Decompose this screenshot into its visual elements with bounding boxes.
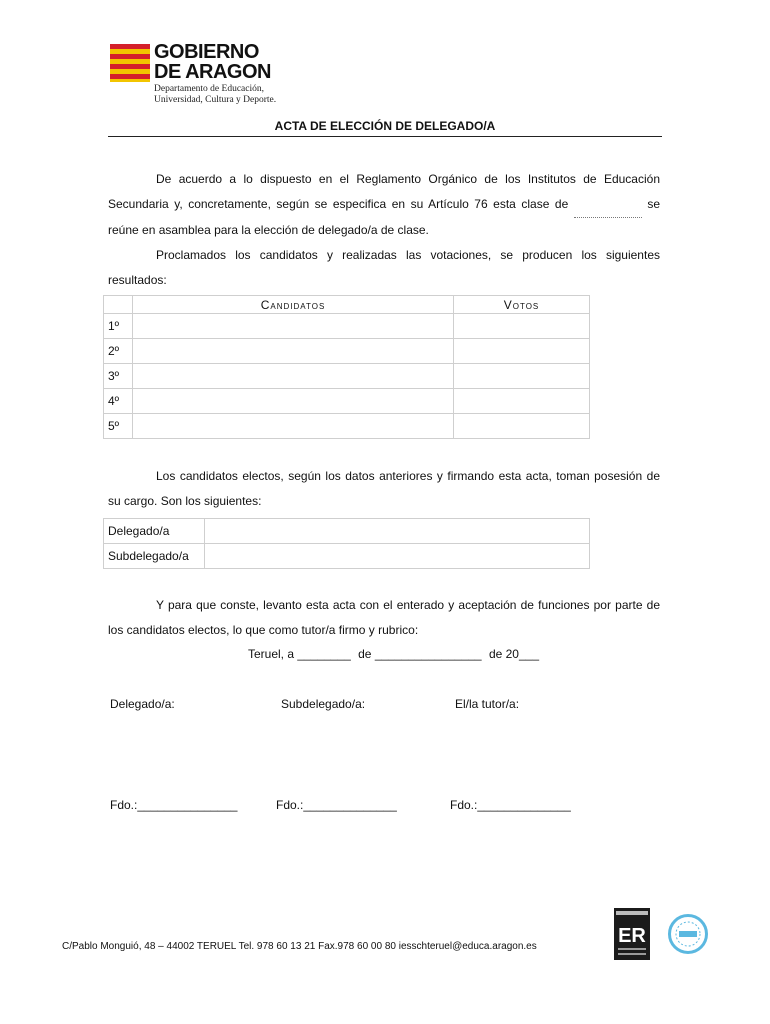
elected-table xyxy=(103,518,590,569)
candidate-cell[interactable] xyxy=(133,314,454,339)
month-blank[interactable]: ________________ xyxy=(374,647,482,661)
delegado-name-cell[interactable] xyxy=(205,519,590,544)
votes-cell[interactable] xyxy=(454,389,590,414)
date-city: Teruel, a xyxy=(248,647,295,661)
row-number-header xyxy=(104,296,133,314)
candidate-cell[interactable] xyxy=(133,414,454,439)
delegado-fdo-line[interactable]: Fdo.:_______________ xyxy=(110,798,238,812)
votos-header: Votos xyxy=(454,296,590,314)
aenor-er-certification-icon xyxy=(614,908,650,960)
row-number: 4º xyxy=(104,389,133,414)
delegado-label: Delegado/a xyxy=(104,519,205,544)
subdelegado-fdo-line[interactable]: Fdo.:______________ xyxy=(276,798,397,812)
intro-text: De acuerdo a lo dispuesto en el Reglamento Orgánico de los Institutos de Educación Secundaria y, concretamente, según se especifica en su Artículo 76 esta clase de xyxy=(108,172,660,211)
intro-text-end: se reúne en asamblea para la elección de delegado/a de clase. xyxy=(108,197,660,237)
department-name: Departamento de Educación, Universidad, Cultura y Deporte. xyxy=(154,84,277,105)
delegado-signature-label: Delegado/a: xyxy=(110,697,175,711)
intro-paragraph xyxy=(108,167,660,243)
results-paragraph: Proclamados los candidatos y realizadas las votaciones, se producen los siguientes resultados: xyxy=(108,248,660,287)
iqnet-certification-icon xyxy=(668,914,708,954)
year-blank[interactable]: de 20___ xyxy=(488,647,539,661)
row-number: 5º xyxy=(104,414,133,439)
aragon-flag-icon xyxy=(110,44,150,82)
subdelegado-name-cell[interactable] xyxy=(205,544,590,569)
row-number: 1º xyxy=(104,314,133,339)
votes-cell[interactable] xyxy=(454,364,590,389)
closing-paragraph: Y para que conste, levanto esta acta con el enterado y aceptación de funciones por parte de los candidatos electos, lo que como tutor/a firmo y rubrico: xyxy=(108,598,660,637)
candidate-cell[interactable] xyxy=(133,339,454,364)
footer-address: C/Pablo Monguió, 48 – 44002 TERUEL Tel. 978 60 13 21 Fax.978 60 00 80 iesschteruel@educa.aragon.es xyxy=(62,941,537,952)
logo-wordmark: GOBIERNO DE ARAGON xyxy=(154,41,271,83)
row-number: 2º xyxy=(104,339,133,364)
elected-paragraph: Los candidatos electos, según los datos anteriores y firmando esta acta, toman posesión de su cargo. Son los siguientes: xyxy=(108,469,660,508)
tutor-signature-label: El/la tutor/a: xyxy=(455,697,520,711)
date-line xyxy=(248,647,539,661)
candidate-cell[interactable] xyxy=(133,364,454,389)
votes-cell[interactable] xyxy=(454,314,590,339)
row-number: 3º xyxy=(104,364,133,389)
votes-cell[interactable] xyxy=(454,339,590,364)
candidate-cell[interactable] xyxy=(133,389,454,414)
title-underline xyxy=(108,136,662,137)
subdelegado-label: Subdelegado/a xyxy=(104,544,205,569)
results-table xyxy=(103,295,590,439)
gobierno-aragon-logo xyxy=(110,42,310,104)
tutor-fdo-line[interactable]: Fdo.:______________ xyxy=(450,798,571,812)
class-name-blank[interactable] xyxy=(574,192,642,218)
svg-text:ER: ER xyxy=(618,925,646,947)
date-de: de xyxy=(358,647,372,661)
document-title: ACTA DE ELECCIÓN DE DELEGADO/A xyxy=(274,119,496,133)
day-blank[interactable]: ________ xyxy=(297,647,351,661)
votes-cell[interactable] xyxy=(454,414,590,439)
subdelegado-signature-label: Subdelegado/a: xyxy=(281,697,366,711)
candidatos-header: Candidatos xyxy=(133,296,454,314)
